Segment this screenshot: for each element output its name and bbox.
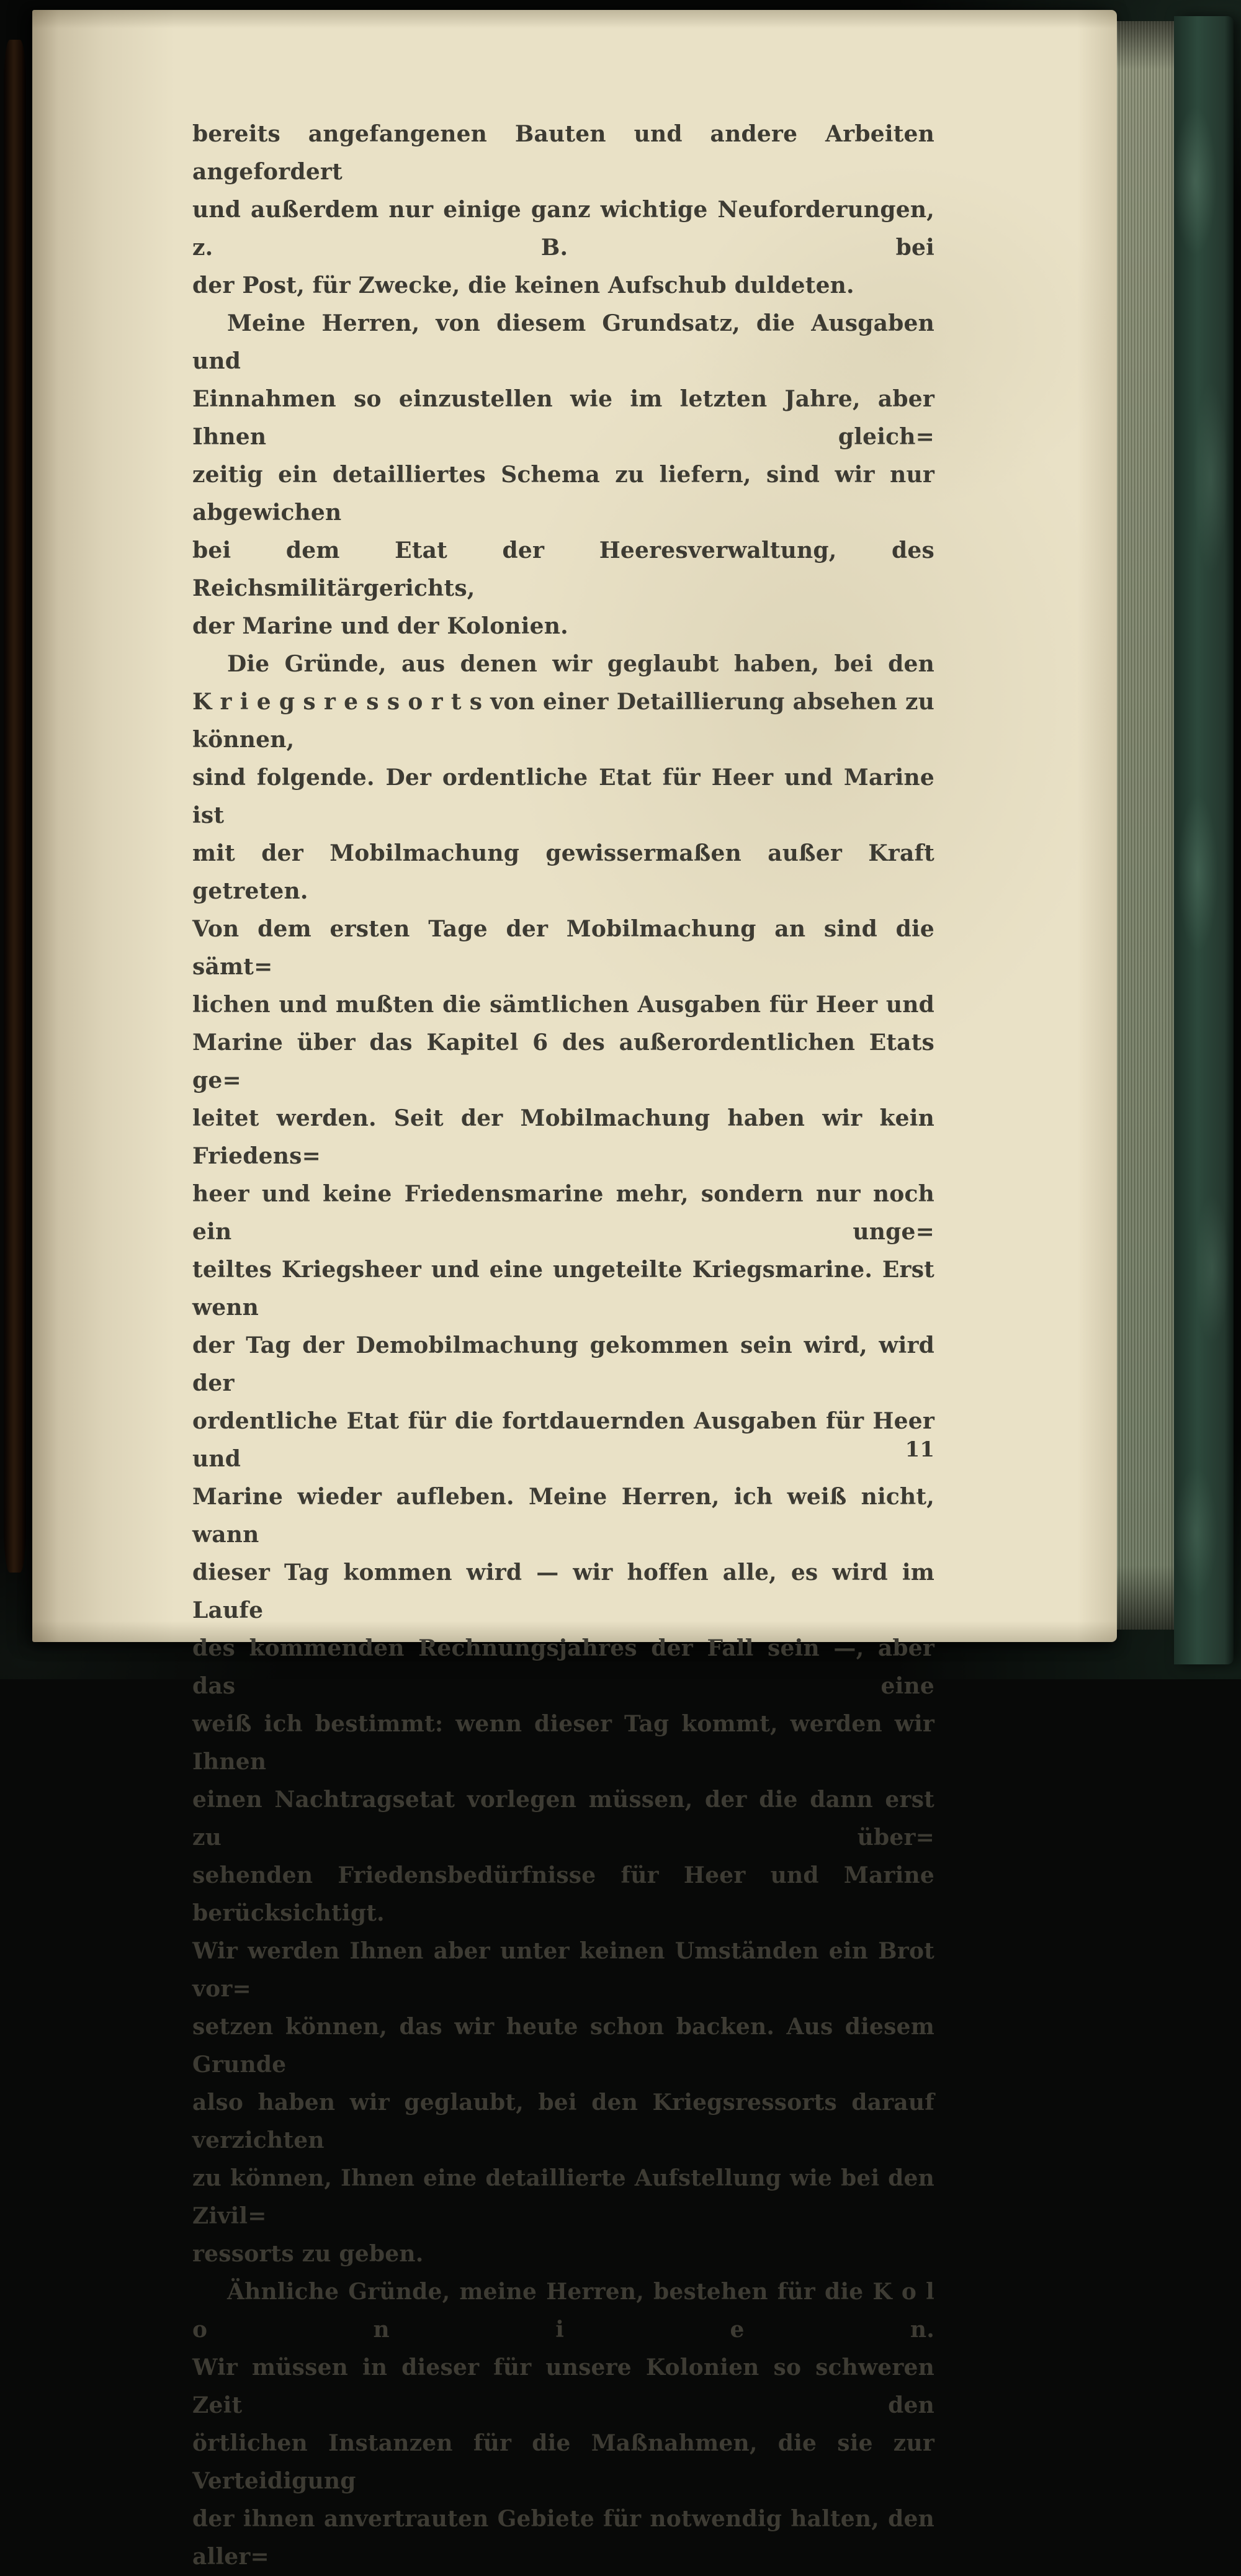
text-line: des kommenden Rechnungsjahres der Fall sein —, aber das eine xyxy=(192,1635,934,1699)
text-line: Meine Herren, von diesem Grundsatz, die Ausgaben und xyxy=(192,310,934,374)
text-line: setzen können, das wir heute schon backen. Aus diesem Grunde xyxy=(192,2014,934,2078)
text-line: leitet werden. Seit der Mobilmachung haben wir kein Friedens= xyxy=(192,1105,934,1169)
text-line: Marine wieder aufleben. Meine Herren, ich weiß nicht, wann xyxy=(192,1484,934,1548)
text-line: teiltes Kriegsheer und eine ungeteilte Kriegsmarine. Erst wenn xyxy=(192,1257,934,1321)
text-line: Ähnliche Gründe, meine Herren, bestehen für die K o l o n i e n. xyxy=(192,2279,934,2343)
text-line: ordentliche Etat für die fortdauernden Ausgaben für Heer und xyxy=(192,1408,934,1472)
text-line: der Tag der Demobilmachung gekommen sein wird, wird der xyxy=(192,1332,934,1396)
text-line: bei dem Etat der Heeresverwaltung, des Reichsmilitärgerichts, xyxy=(192,537,934,601)
text-line: Wir werden Ihnen aber unter keinen Umständen ein Brot vor= xyxy=(192,1938,934,2002)
text-line: Von dem ersten Tage der Mobilmachung an sind die sämt= xyxy=(192,916,934,980)
text-line: der ihnen anvertrauten Gebiete für notwendig halten, den aller= xyxy=(192,2506,934,2570)
text-line: Einnahmen so einzustellen wie im letzten Jahre, aber Ihnen gleich= xyxy=(192,386,934,450)
text-line: einen Nachtragsetat vorlegen müssen, der die dann erst zu über= xyxy=(192,1787,934,1851)
text-line: weiß ich bestimmt: wenn dieser Tag kommt, werden wir Ihnen xyxy=(192,1711,934,1775)
text-line: ressorts zu geben. xyxy=(192,2241,424,2267)
text-line: mit der Mobilmachung gewissermaßen außer Kraft getreten. xyxy=(192,840,934,904)
text-line: heer und keine Friedensmarine mehr, sondern nur noch ein unge= xyxy=(192,1181,934,1245)
text-line: dieser Tag kommen wird — wir hoffen alle, es wird im Laufe xyxy=(192,1560,934,1623)
text-line: örtlichen Instanzen für die Maßnahmen, die sie zur Verteidigung xyxy=(192,2430,934,2494)
text-line: und außerdem nur einige ganz wichtige Neuforderungen, z. B. bei xyxy=(192,197,934,261)
page-number: 11 xyxy=(905,1437,934,1462)
text-line: Marine über das Kapitel 6 des außerordentlichen Etats ge= xyxy=(192,1030,934,1093)
book-cover xyxy=(1174,16,1234,1664)
text-line: sind folgende. Der ordentliche Etat für Heer und Marine ist xyxy=(192,765,934,828)
page-edges xyxy=(1117,21,1175,1630)
text-line: zu können, Ihnen eine detaillierte Aufstellung wie bei den Zivil= xyxy=(192,2165,934,2229)
text-line: der Post, für Zwecke, die keinen Aufschub duldeten. xyxy=(192,272,854,298)
text-line: also haben wir geglaubt, bei den Kriegsressorts darauf verzichten xyxy=(192,2089,934,2153)
left-cover-edge xyxy=(4,40,26,1573)
text-line: Die Gründe, aus denen wir geglaubt haben, bei den xyxy=(227,651,934,677)
text-line: lichen und mußten die sämtlichen Ausgaben für Heer und xyxy=(192,992,934,1018)
text-line: bereits angefangenen Bauten und andere Arbeiten angefordert xyxy=(192,121,934,185)
text-block xyxy=(192,115,934,2576)
text-line: der Marine und der Kolonien. xyxy=(192,613,568,639)
text-line: K r i e g s r e s s o r t s von einer Detaillierung absehen zu können, xyxy=(192,689,934,753)
text-line: zeitig ein detailliertes Schema zu liefern, sind wir nur abgewichen xyxy=(192,462,934,526)
text-line: Wir müssen in dieser für unsere Kolonien so schweren Zeit den xyxy=(192,2354,934,2418)
text-line: sehenden Friedensbedürfnisse für Heer und Marine berücksichtigt. xyxy=(192,1862,934,1926)
book-page xyxy=(32,10,1117,2570)
